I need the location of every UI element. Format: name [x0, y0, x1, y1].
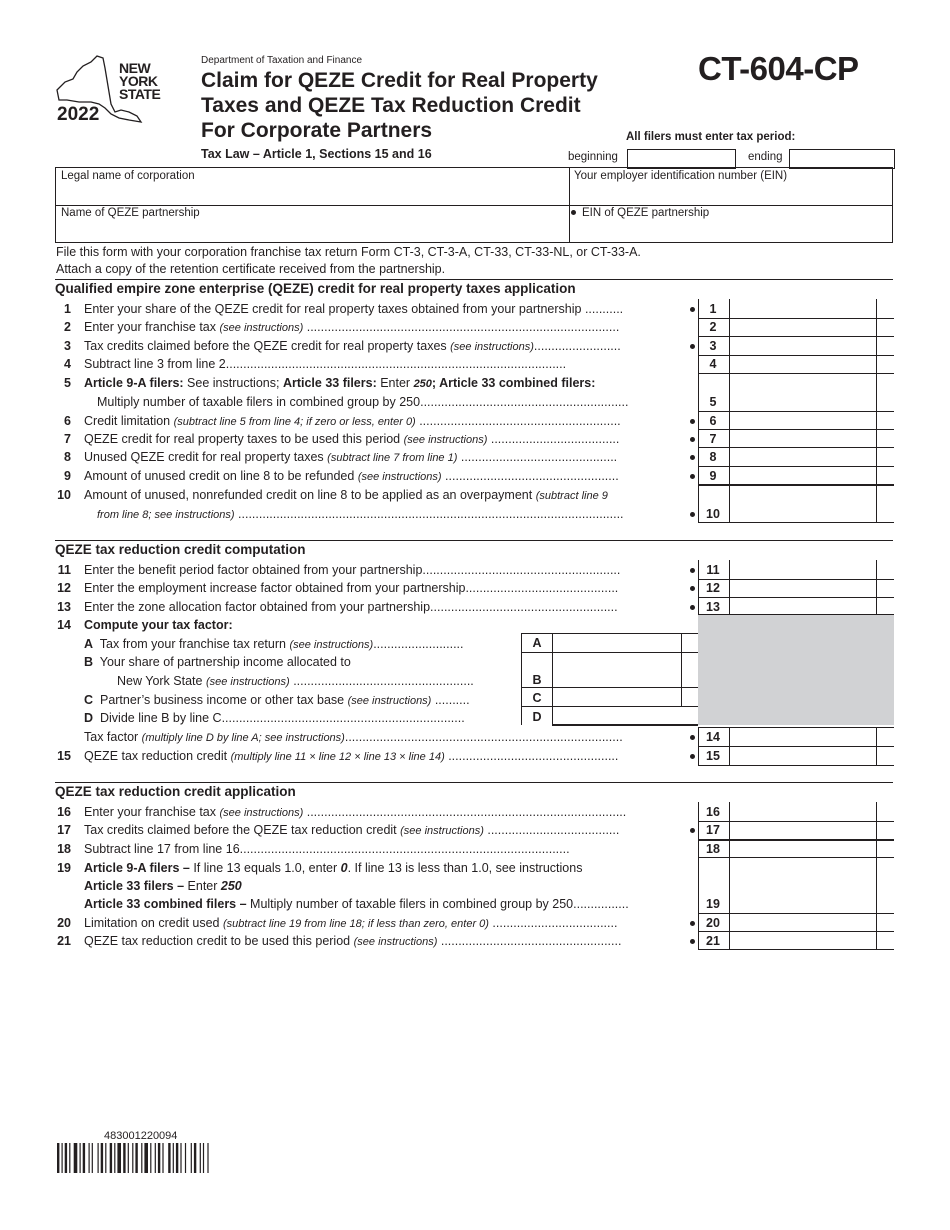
line14d-box-label: D	[532, 710, 542, 724]
line14d-input[interactable]	[553, 707, 681, 724]
line4-box-number: 4	[709, 357, 717, 371]
line16-dots: ............................................................................................	[303, 805, 627, 819]
line10-dots: ...............................................................................................................	[234, 507, 624, 521]
line5-text-a1: See instructions;	[183, 376, 283, 390]
line14b-text-2	[117, 672, 474, 690]
line5-amount-field[interactable]	[729, 374, 875, 410]
line19-b-text: Enter	[184, 879, 221, 893]
title-line-2: Taxes and QEZE Tax Reduction Credit	[201, 94, 581, 117]
line14-shaded-area	[698, 615, 894, 725]
identification-box	[55, 167, 893, 243]
line9-italic: (see instructions)	[357, 471, 442, 483]
line18-label: Subtract line 17 from line 16	[84, 842, 240, 856]
tax-factor-text	[84, 728, 623, 746]
line12-number: 12	[57, 581, 71, 595]
line1-text	[84, 300, 623, 318]
ending-label: ending	[748, 151, 783, 163]
line21-amount-field[interactable]	[729, 932, 875, 949]
line1-amount-field[interactable]	[729, 300, 875, 317]
line7-italic: (see instructions)	[403, 434, 488, 446]
beginning-label: beginning	[568, 151, 618, 163]
line20-label: Limitation on credit used	[84, 916, 220, 930]
tax-factor-label: Tax factor	[84, 730, 139, 744]
line2-amount-field[interactable]	[729, 318, 875, 335]
bullet-icon	[690, 344, 695, 349]
line14d-dots: ......................................................................	[221, 711, 465, 725]
line21-text	[84, 932, 621, 950]
line14-box-number: 14	[706, 730, 720, 744]
ein-label: Your employer identification number (EIN)	[574, 170, 788, 182]
department: Department of Taxation and Finance	[201, 55, 363, 66]
line20-number: 20	[57, 916, 71, 930]
line10-label: Amount of unused, nonrefunded credit on line 8 to be applied as an overpayment	[84, 488, 533, 502]
qeze-partnership-label: Name of QEZE partnership	[61, 207, 200, 219]
line14c-box-label: C	[532, 691, 542, 705]
line19-text-a	[84, 859, 582, 877]
line1-dots: ...........	[581, 302, 624, 316]
qeze-partnership-field[interactable]	[61, 207, 566, 241]
line4-dots: ..................................................................................................	[225, 357, 567, 371]
line18-number: 18	[57, 842, 71, 856]
line14c-letter: C	[84, 693, 94, 707]
line11-text	[84, 561, 620, 579]
line3-label: Tax credits claimed before the QEZE credit for real property taxes	[84, 339, 447, 353]
line14a-dots: ..........................	[373, 637, 464, 651]
line5-number: 5	[64, 376, 71, 390]
line11-dots: .........................................................	[422, 563, 621, 577]
tax-factor-italic: (multiply line D by line A; see instructions)	[141, 732, 345, 744]
line21-label: QEZE tax reduction credit to be used this period	[84, 934, 351, 948]
line14c-label: Partner’s business income or other tax base	[99, 693, 345, 707]
line11-amount-field[interactable]	[729, 561, 875, 578]
bullet-icon	[690, 419, 695, 424]
logo-york: YORK	[119, 73, 158, 89]
line4-amount-field[interactable]	[729, 355, 875, 372]
line10-amount-field[interactable]	[729, 486, 875, 522]
line14-title: Compute your tax factor:	[84, 618, 233, 632]
line14-amount-field[interactable]	[729, 728, 875, 745]
line19-dots: ................	[573, 897, 629, 911]
line19-a-bold: Article 9-A filers –	[84, 861, 190, 875]
line5-text-2	[97, 393, 628, 411]
line14b-italic: (see instructions)	[205, 676, 290, 688]
line13-dots: ......................................................	[430, 600, 618, 614]
line12-dots: ............................................	[465, 581, 619, 595]
line7-box-number: 7	[709, 432, 717, 446]
line12-text	[84, 579, 618, 597]
form-title	[201, 68, 681, 143]
bullet-icon	[571, 210, 576, 215]
line21-italic: (see instructions)	[353, 936, 438, 948]
line5-bold-b: Article 33 filers:	[282, 376, 377, 390]
line17-box-number: 17	[706, 823, 720, 837]
line8-dots: .............................................	[457, 450, 618, 464]
bullet-icon	[690, 512, 695, 517]
line11-box-number: 11	[706, 563, 720, 577]
line16-label: Enter your franchise tax	[84, 805, 217, 819]
bullet-icon	[690, 939, 695, 944]
line8-box-number: 8	[709, 450, 717, 464]
line19-text-c	[84, 895, 629, 913]
line12-amount-field[interactable]	[729, 579, 875, 596]
line3-italic: (see instructions)	[450, 341, 534, 353]
line8-number: 8	[64, 450, 71, 464]
line7-dots: .....................................	[487, 432, 620, 446]
line6-label: Credit limitation	[84, 414, 171, 428]
logo-state: STATE	[119, 86, 161, 102]
line5-bold-a: Article 9-A filers:	[84, 376, 184, 390]
line9-number: 9	[64, 469, 71, 483]
line14-subgrid	[521, 633, 698, 725]
line6-amount-field[interactable]	[729, 412, 875, 429]
line5-value: 250	[413, 378, 432, 390]
line18-amount-field[interactable]	[729, 840, 875, 857]
line2-text	[84, 318, 619, 336]
line14a-input[interactable]	[553, 634, 681, 652]
line19-number: 19	[57, 861, 71, 875]
section3-heading: QEZE tax reduction credit application	[55, 782, 893, 799]
line17-italic: (see instructions)	[400, 825, 484, 837]
line14b-label-2: New York State	[117, 674, 203, 688]
bullet-icon	[690, 586, 695, 591]
line10-italic-2: from line 8; see instructions)	[97, 509, 235, 521]
line20-box-number: 20	[706, 916, 720, 930]
line18-text	[84, 840, 570, 858]
barcode-image	[57, 1143, 239, 1173]
line4-number: 4	[64, 357, 71, 371]
form-year: 2022	[57, 104, 100, 125]
line5-text-a3: ;	[431, 376, 440, 390]
line13-amount-field[interactable]	[729, 598, 875, 615]
line15-number: 15	[57, 749, 71, 763]
tax-factor-dots: ................................................................................	[344, 730, 623, 744]
line2-number: 2	[64, 320, 71, 334]
bullet-icon	[690, 307, 695, 312]
line15-box-number: 15	[706, 749, 720, 763]
line8-text	[84, 448, 617, 466]
line5-bold-d: Article 33 combined filers:	[439, 376, 596, 390]
line14a-italic: (see instructions)	[289, 639, 374, 651]
qeze-ein-label: EIN of QEZE partnership	[582, 207, 710, 219]
line9-label: Amount of unused credit on line 8 to be refunded	[84, 469, 355, 483]
line10-number: 10	[57, 488, 71, 502]
line20-amount-field[interactable]	[729, 914, 875, 931]
line9-box-number: 9	[709, 469, 717, 483]
line9-amount-field[interactable]	[729, 467, 875, 484]
line2-italic: (see instructions)	[219, 322, 304, 334]
bullet-icon	[690, 455, 695, 460]
instruction-note-2: Attach a copy of the retention certificate received from the partnership.	[56, 262, 446, 276]
section1-heading: Qualified empire zone enterprise (QEZE) credit for real property taxes application	[55, 279, 893, 296]
form-number: CT-604-CP	[698, 50, 859, 87]
barcode-number: 483001220094	[104, 1130, 178, 1142]
line6-number: 6	[64, 414, 71, 428]
line7-amount-field[interactable]	[729, 430, 875, 447]
line5-label-2: Multiply number of taxable filers in combined group by 250	[97, 395, 421, 409]
line6-text	[84, 412, 621, 430]
line18-box-number: 18	[706, 842, 720, 856]
line18-dots: ...............................................................................................	[239, 842, 570, 856]
line19-a-text: If line 13 equals 1.0, enter	[189, 861, 341, 875]
line6-box-number: 6	[709, 414, 717, 428]
line17-dots: ......................................	[483, 823, 620, 837]
line10-italic: (subtract line 9	[535, 490, 608, 502]
bullet-icon	[690, 605, 695, 610]
line8-amount-field[interactable]	[729, 448, 875, 465]
line21-number: 21	[57, 934, 71, 948]
line10-text	[84, 486, 608, 504]
line5-text-a2: Enter	[376, 376, 414, 390]
line21-dots: ....................................................	[437, 934, 622, 948]
line5-text	[84, 374, 595, 392]
line14b-label: Your share of partnership income allocated to	[99, 655, 351, 669]
line14a-label: Tax from your franchise tax return	[99, 637, 286, 651]
bullet-icon	[690, 921, 695, 926]
bullet-icon	[690, 437, 695, 442]
line15-amount-field[interactable]	[729, 747, 875, 764]
line11-label: Enter the benefit period factor obtained from your partnership	[84, 563, 423, 577]
line20-dots: ....................................	[488, 916, 618, 930]
line1-number: 1	[64, 302, 71, 316]
line16-text	[84, 803, 626, 821]
line14b-box-label: B	[532, 673, 542, 687]
line9-dots: ..................................................	[441, 469, 619, 483]
line13-text	[84, 598, 618, 616]
logo-new: NEW	[119, 60, 151, 76]
line14a-text	[84, 635, 464, 653]
line19-a-text2: . If line 13 is less than 1.0, see instructions	[347, 861, 583, 875]
bullet-icon	[690, 754, 695, 759]
line17-label: Tax credits claimed before the QEZE tax reduction credit	[84, 823, 397, 837]
line14b-input[interactable]	[553, 653, 681, 687]
line16-box-number: 16	[706, 805, 720, 819]
line14d-letter: D	[84, 711, 94, 725]
line7-number: 7	[64, 432, 71, 446]
title-line-1: Claim for QEZE Credit for Real Property	[201, 69, 598, 92]
line14a-letter: A	[84, 637, 94, 651]
line17-text	[84, 821, 619, 839]
line12-label: Enter the employment increase factor obtained from your partnership	[84, 581, 466, 595]
line20-italic: (subtract line 19 from line 18; if less than zero, enter 0)	[222, 918, 489, 930]
line11-number: 11	[57, 563, 71, 577]
bullet-icon	[690, 828, 695, 833]
line16-number: 16	[57, 805, 71, 819]
line14b-dots: ....................................................	[289, 674, 474, 688]
line19-b-bold: Article 33 filers –	[84, 879, 185, 893]
line5-box-number: 5	[709, 395, 717, 409]
bullet-icon	[690, 735, 695, 740]
tax-law: Tax Law – Article 1, Sections 15 and 16	[201, 147, 432, 161]
line15-italic: (multiply line 11 × line 12 × line 13 × line 14)	[230, 751, 445, 763]
ending-field[interactable]	[789, 149, 895, 169]
line17-amount-field[interactable]	[729, 821, 875, 838]
line14d-label: Divide line B by line C	[99, 711, 222, 725]
line3-amount-field[interactable]	[729, 337, 875, 354]
line15-dots: .................................................	[444, 749, 619, 763]
line14c-italic: (see instructions)	[347, 695, 432, 707]
all-filers-note: All filers must enter tax period:	[626, 131, 796, 143]
line19-c-text: Multiply number of taxable filers in combined group by 250	[246, 897, 574, 911]
line6-dots: ..........................................................	[415, 414, 621, 428]
line8-italic: (subtract line 7 from line 1)	[327, 452, 458, 464]
line19-amount-field[interactable]	[729, 858, 875, 913]
legal-name-field[interactable]	[61, 170, 566, 204]
qeze-ein-field[interactable]	[582, 207, 889, 241]
line19-b-value: 250	[220, 879, 242, 893]
line7-text	[84, 430, 619, 448]
line2-dots: ..........................................................................................	[303, 320, 620, 334]
line14-number: 14	[57, 618, 71, 632]
line20-text	[84, 914, 617, 932]
line14b-text	[84, 653, 351, 671]
line13-box-number: 13	[706, 600, 720, 614]
line7-label: QEZE credit for real property taxes to be used this period	[84, 432, 401, 446]
line14c-input[interactable]	[553, 688, 681, 706]
line4-label: Subtract line 3 from line 2	[84, 357, 226, 371]
line16-amount-field[interactable]	[729, 803, 875, 820]
line19-text-b	[84, 877, 242, 895]
line21-box-number: 21	[706, 934, 720, 948]
line15-label: QEZE tax reduction credit	[84, 749, 228, 763]
line2-label: Enter your franchise tax	[84, 320, 217, 334]
line9-text	[84, 467, 619, 485]
section2-heading: QEZE tax reduction credit computation	[55, 540, 893, 557]
line3-dots: .........................	[533, 339, 621, 353]
line13-label: Enter the zone allocation factor obtained from your partnership	[84, 600, 431, 614]
line3-box-number: 3	[709, 339, 717, 353]
line10-text-2	[97, 505, 624, 523]
line1-label: Enter your share of the QEZE credit for real property taxes obtained from your partnership	[84, 302, 582, 316]
line10-box-number: 10	[706, 507, 720, 521]
line3-number: 3	[64, 339, 71, 353]
line14a-box-label: A	[532, 636, 542, 650]
line16-italic: (see instructions)	[219, 807, 304, 819]
legal-name-label: Legal name of corporation	[61, 170, 195, 182]
ein-field[interactable]	[574, 170, 889, 204]
line4-text	[84, 355, 566, 373]
line14d-text	[84, 709, 465, 727]
line6-italic: (subtract line 5 from line 4; if zero or less, enter 0)	[173, 416, 416, 428]
line14c-text	[84, 691, 470, 709]
line8-label: Unused QEZE credit for real property taxes	[84, 450, 324, 464]
line12-box-number: 12	[706, 581, 720, 595]
line17-number: 17	[57, 823, 71, 837]
line19-a-value: 0	[340, 861, 348, 875]
bullet-icon	[690, 474, 695, 479]
bullet-icon	[690, 568, 695, 573]
line19-box-number: 19	[706, 897, 720, 911]
line1-box-number: 1	[709, 302, 717, 316]
instruction-note-1: File this form with your corporation franchise tax return Form CT-3, CT-3-A, CT-33, CT-33-NL, or CT-33-A.	[56, 245, 641, 259]
line2-box-number: 2	[709, 320, 717, 334]
line14b-letter: B	[84, 655, 94, 669]
state-logo-text	[119, 62, 160, 101]
line13-number: 13	[57, 600, 71, 614]
line3-text	[84, 337, 621, 355]
line5-dots: ............................................................	[420, 395, 629, 409]
line14c-dots: ..........	[431, 693, 470, 707]
line19-c-bold: Article 33 combined filers –	[84, 897, 247, 911]
line15-text	[84, 747, 618, 765]
title-line-3: For Corporate Partners	[201, 119, 433, 142]
beginning-field[interactable]	[627, 149, 736, 169]
